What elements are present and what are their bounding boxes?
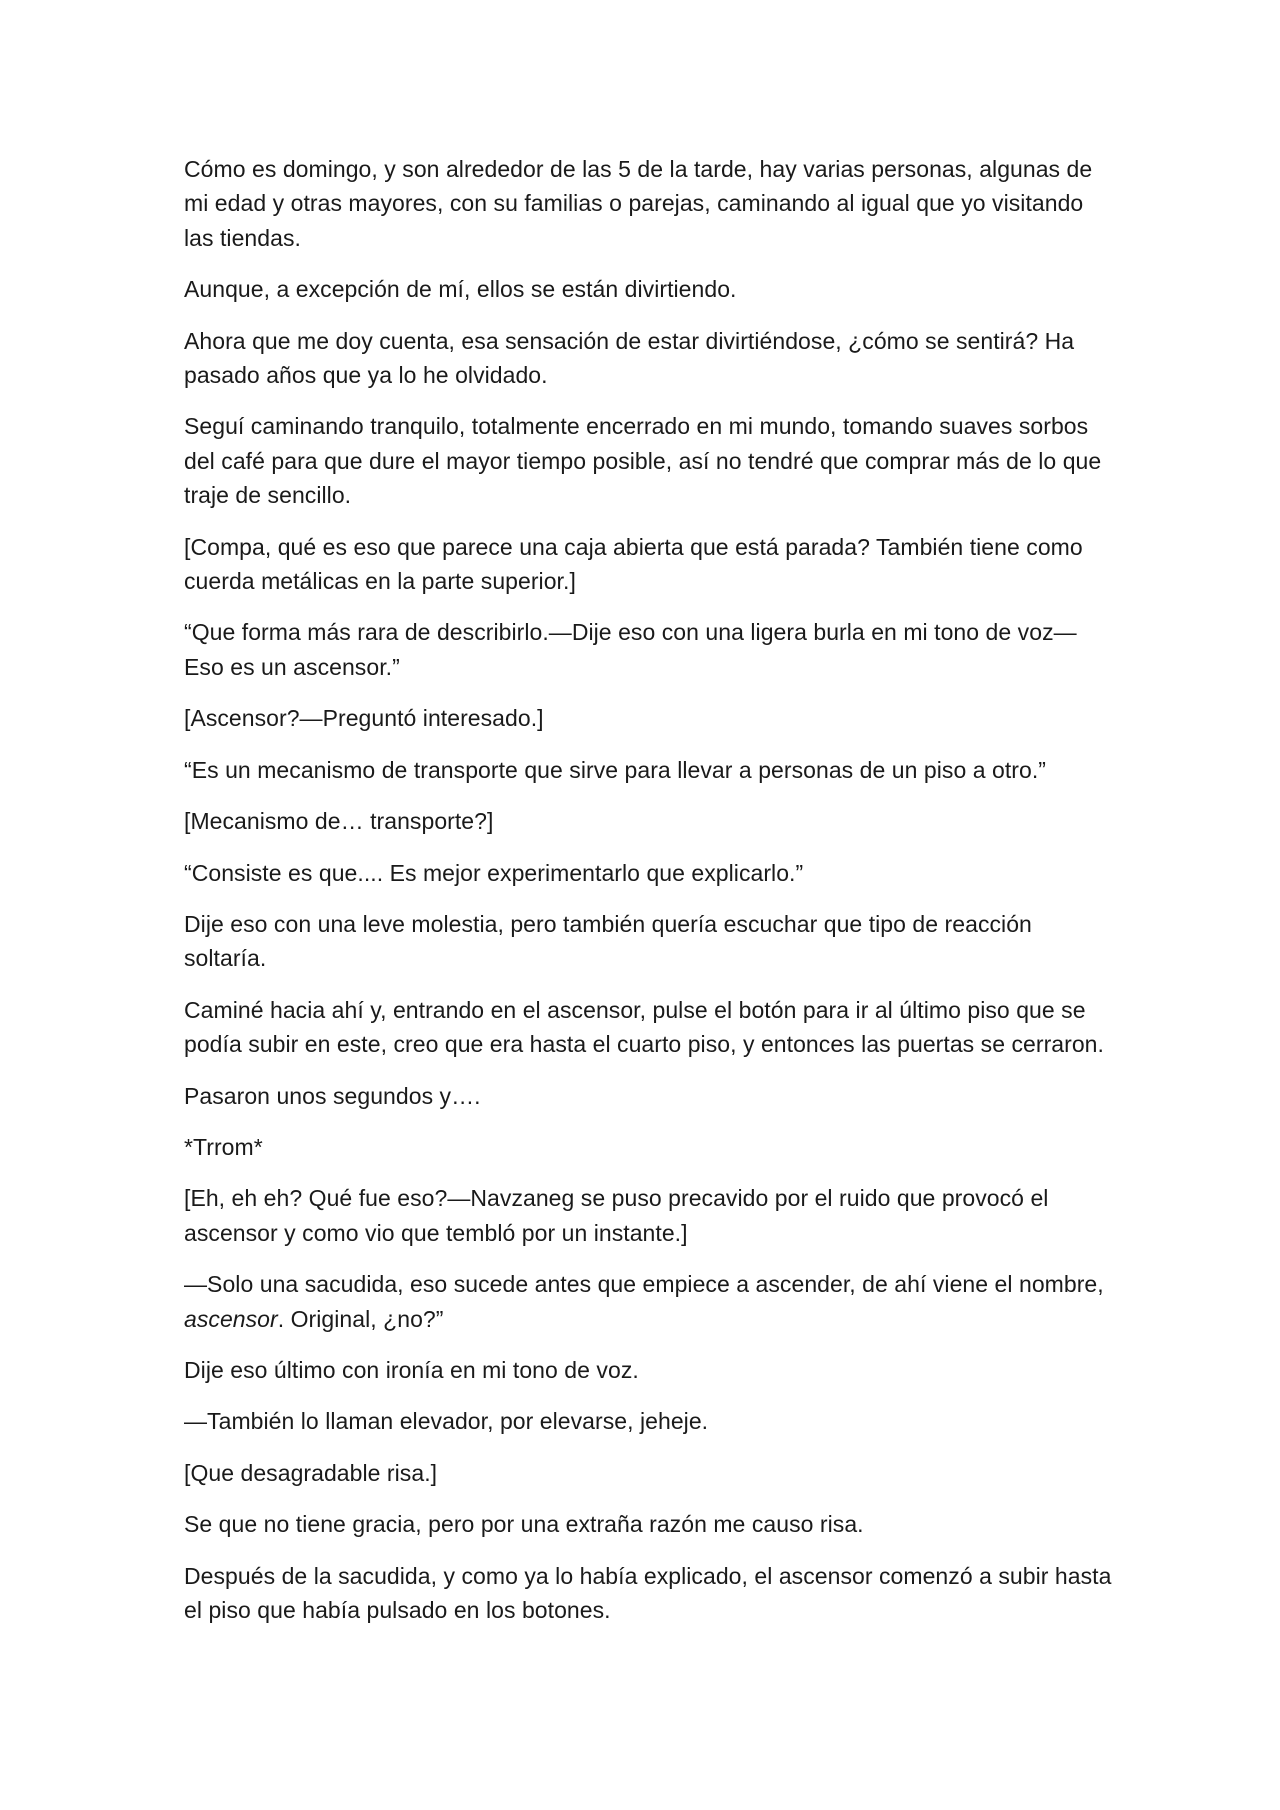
paragraph: Se que no tiene gracia, pero por una extraña razón me causo risa. [184,1511,864,1538]
paragraph: Pasaron unos segundos y…. [184,1082,481,1109]
paragraph: “Es un mecanismo de transporte que sirve para llevar a personas de un piso a otro.” [184,756,1046,783]
paragraph: Seguí caminando tranquilo, totalmente encerrado en mi mundo, tomando suaves sorbos del café para que dure el mayor tiempo posible, así no tendré que comprar más de lo que traje de sencillo. [184,413,1102,509]
document-body [184,152,1114,1644]
paragraph: “Consiste es que.... Es mejor experimentarlo que explicarlo.” [184,859,804,886]
paragraph: —También lo llaman elevador, por elevarse, jeheje. [184,1408,709,1435]
paragraph: [Eh, eh eh? Qué fue eso?—Navzaneg se puso precavido por el ruido que provocó el ascensor y como vio que tembló por un instante.] [184,1185,1049,1246]
paragraph: [Mecanismo de… transporte?] [184,808,494,835]
paragraph: Aunque, a excepción de mí, ellos se están divirtiendo. [184,276,737,303]
paragraph: Cómo es domingo, y son alrededor de las 5 de la tarde, hay varias personas, algunas de mi edad y otras mayores, con su familias o parejas, caminando al igual que yo visitando las tiendas. [184,156,1093,251]
paragraph: [Que desagradable risa.] [184,1459,438,1486]
paragraph: Ahora que me doy cuenta, esa sensación de estar divirtiéndose, ¿cómo se sentirá? Ha pasado años que ya lo he olvidado. [184,327,1075,389]
paragraph: [Compa, qué es eso que parece una caja abierta que está parada? También tiene como cuerda metálicas en la parte superior.] [184,533,1083,595]
paragraph-with-italic [184,1267,1114,1336]
paragraph: Dije eso con una leve molestia, pero también quería escuchar que tipo de reacción soltaría. [184,910,1032,972]
paragraph: “Que forma más rara de describirlo.—Dije eso con una ligera burla en mi tono de voz—Eso es un ascensor.” [184,619,1077,680]
paragraph: Después de la sacudida, y como ya lo había explicado, el ascensor comenzó a subir hasta el piso que había pulsado en los botones. [184,1562,1112,1623]
paragraph-text: . Original, ¿no?” [277,1305,444,1332]
paragraph: Caminé hacia ahí y, entrando en el ascensor, pulse el botón para ir al último piso que se podía subir en este, creo que era hasta el cuarto piso, y entonces las puertas se cerraron. [184,996,1104,1058]
italic-word: ascensor [184,1305,278,1332]
paragraph-text: —Solo una sacudida, eso sucede antes que empiece a ascender, de ahí viene el nombre, [184,1271,1104,1298]
paragraph: Dije eso último con ironía en mi tono de voz. [184,1356,639,1383]
paragraph: [Ascensor?—Preguntó interesado.] [184,705,544,732]
paragraph: *Trrom* [184,1133,263,1160]
